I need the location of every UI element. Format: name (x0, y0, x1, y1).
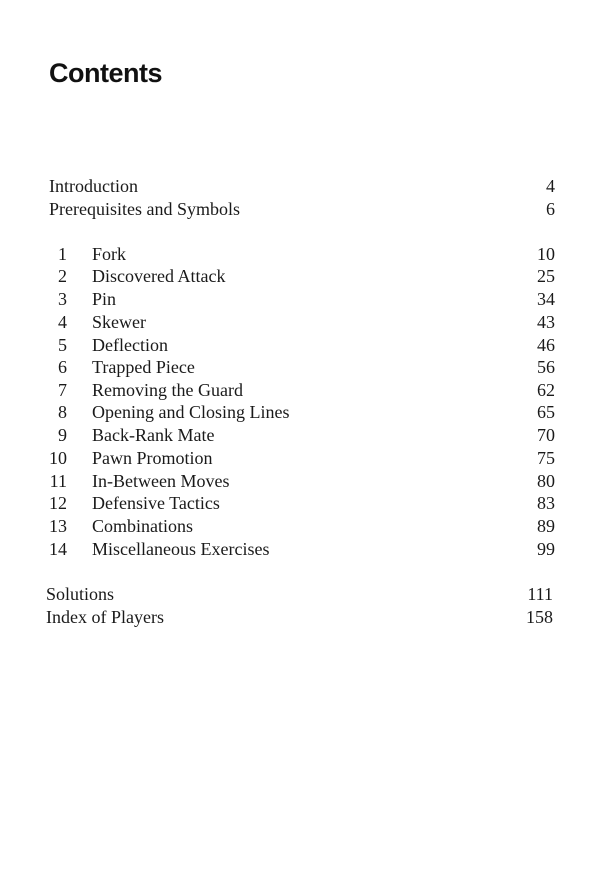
chapter-number: 4 (58, 312, 67, 332)
chapter-title: Pawn Promotion (92, 448, 213, 468)
chapter-number: 1 (58, 244, 67, 264)
chapter-page: 25 (537, 266, 555, 286)
toc-chapter-11[interactable] (46, 470, 555, 492)
chapter-page: 43 (537, 312, 555, 332)
chapter-page: 80 (537, 471, 555, 491)
toc-chapter-5[interactable] (46, 334, 555, 356)
toc-chapter-3[interactable] (46, 288, 555, 310)
chapter-page: 56 (537, 357, 555, 377)
toc-entry-index-of-players[interactable] (46, 606, 553, 628)
toc-chapter-1[interactable] (46, 243, 555, 265)
chapter-number: 10 (49, 448, 67, 468)
toc-chapter-8[interactable] (46, 401, 555, 423)
toc-entry-label: Solutions (46, 584, 115, 604)
chapter-number: 13 (49, 516, 67, 536)
chapter-title: Pin (92, 289, 117, 309)
chapter-page: 89 (537, 516, 555, 536)
chapter-number: 7 (58, 380, 67, 400)
toc-entry-label: Index of Players (46, 607, 164, 627)
chapter-title: Combinations (92, 516, 194, 536)
toc-entry-introduction[interactable] (49, 175, 555, 197)
chapter-title: Removing the Guard (92, 380, 243, 400)
chapter-page: 70 (537, 425, 555, 445)
chapter-number: 11 (49, 471, 67, 491)
toc-entry-label: Introduction (49, 176, 138, 196)
chapter-title: Miscellaneous Exercises (92, 539, 270, 559)
chapter-page: 83 (537, 493, 555, 513)
toc-entry-label: Prerequisites and Symbols (49, 199, 240, 219)
chapter-title: Fork (92, 244, 127, 264)
page-title: Contents (49, 58, 162, 88)
toc-entry-page: 6 (546, 199, 555, 219)
toc-chapter-12[interactable] (46, 492, 555, 514)
chapter-title: Opening and Closing Lines (92, 402, 290, 422)
chapter-number: 5 (58, 335, 67, 355)
toc-entry-page: 4 (546, 176, 555, 196)
chapter-number: 3 (58, 289, 67, 309)
toc-chapter-9[interactable] (46, 424, 555, 446)
chapter-title: Deflection (92, 335, 168, 355)
chapter-title: Discovered Attack (92, 266, 226, 286)
toc-chapter-14[interactable] (46, 538, 555, 560)
toc-entry-prerequisites[interactable] (49, 198, 555, 220)
toc-chapter-4[interactable] (46, 311, 555, 333)
chapter-page: 99 (537, 539, 555, 559)
chapter-number: 2 (58, 266, 67, 286)
toc-entry-solutions[interactable] (46, 583, 553, 605)
chapter-number: 14 (49, 539, 67, 559)
toc-chapter-2[interactable] (46, 265, 555, 287)
chapter-number: 12 (49, 493, 67, 513)
chapter-number: 6 (58, 357, 67, 377)
chapter-page: 10 (537, 244, 555, 264)
chapter-page: 75 (537, 448, 555, 468)
chapter-title: Defensive Tactics (92, 493, 220, 513)
toc-entry-page: 111 (527, 584, 553, 604)
toc-chapter-13[interactable] (46, 515, 555, 537)
chapter-page: 65 (537, 402, 555, 422)
chapter-title: Skewer (92, 312, 146, 332)
chapter-title: Back-Rank Mate (92, 425, 215, 445)
chapter-page: 62 (537, 380, 555, 400)
chapter-page: 34 (537, 289, 555, 309)
toc-chapter-6[interactable] (46, 356, 555, 378)
chapter-number: 8 (58, 402, 67, 422)
chapter-page: 46 (537, 335, 555, 355)
chapter-title: In-Between Moves (92, 471, 230, 491)
toc-chapter-10[interactable] (46, 447, 555, 469)
toc-chapter-7[interactable] (46, 379, 555, 401)
chapter-title: Trapped Piece (92, 357, 195, 377)
toc-entry-page: 158 (526, 607, 553, 627)
chapter-number: 9 (58, 425, 67, 445)
